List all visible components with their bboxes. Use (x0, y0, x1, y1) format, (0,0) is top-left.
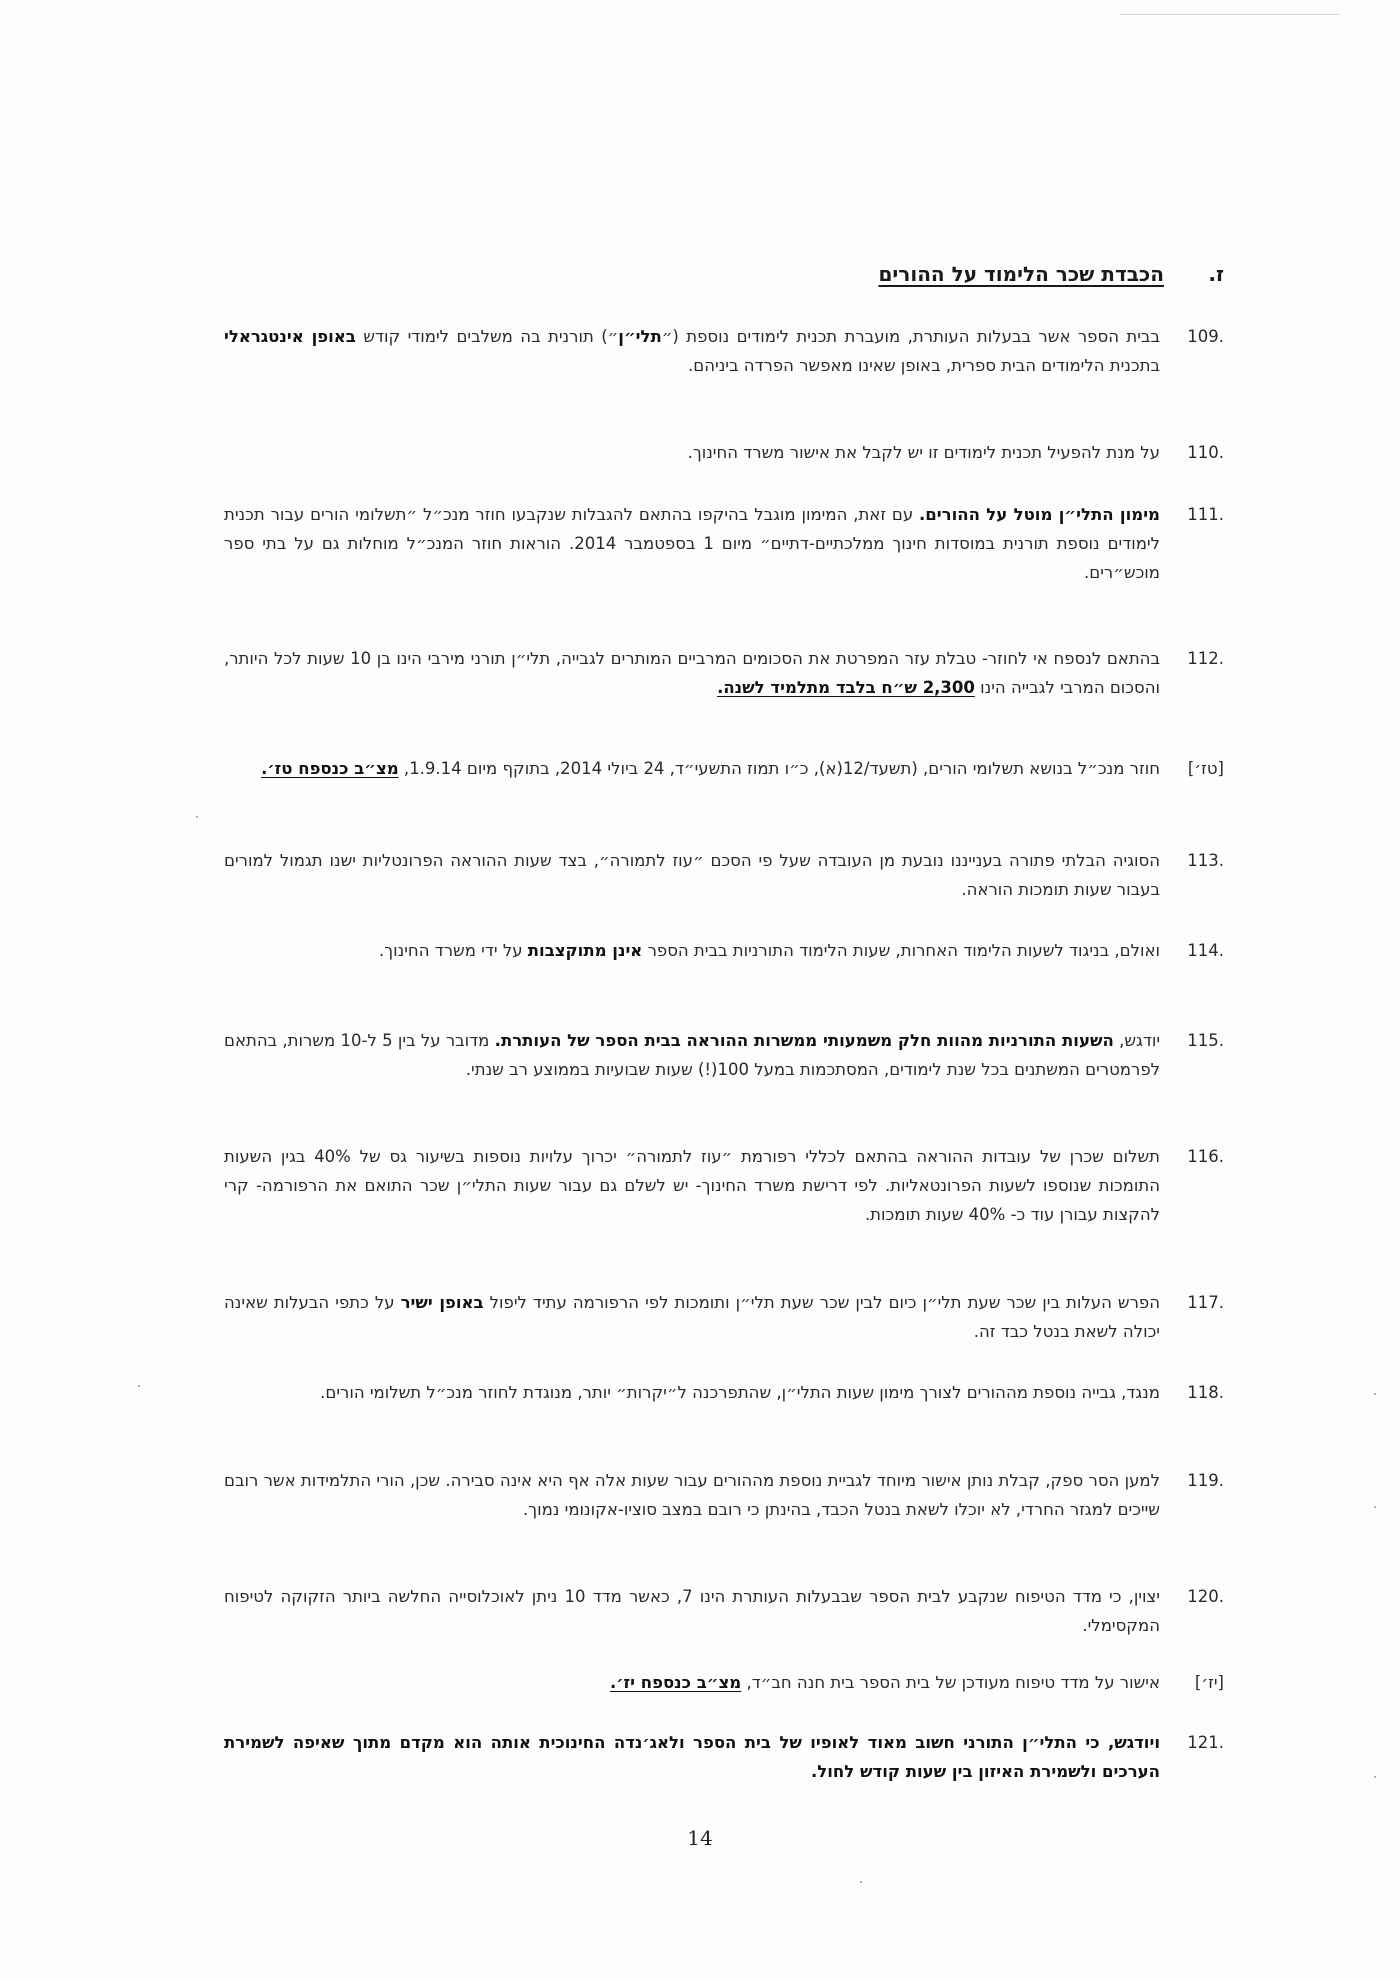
appendix-note-17 (224, 1668, 1224, 1697)
paragraph-112 (224, 644, 1224, 702)
paragraph-number: .116 (1187, 1147, 1224, 1166)
section-number: ז. (1208, 262, 1224, 286)
paragraph-text: יצוין, כי מדד הטיפוח שנקבע לבית הספר שבבעלות העותרת הינו 7, כאשר מדד 10 ניתן לאוכלוסייה החלשה ביותר הזקוקה לטיפוח המקסימלי. (224, 1587, 1160, 1635)
paragraph-text: חוזר מנכ״ל בנושא תשלומי הורים, (תשעד/12(א), כ״ו תמוז התשעי״ד, 24 ביולי 2014, בתוקף מיום 1.9.14, מצ״ב כנספח טז׳. (261, 759, 1160, 778)
paragraph-text: יודגש, השעות התורניות מהוות חלק משמעותי ממשרות ההוראה בבית הספר של העותרת. מדובר על בין 5 ל-10 משרות, בהתאם לפרמטרים המשתנים בכל שנת לימודים, המסתכמות במעל 100(!) שעות שבועיות בממוצע רב שנתי. (224, 1031, 1161, 1079)
paragraph-number: .109 (1187, 327, 1224, 346)
scan-speck (1374, 1776, 1376, 1778)
paragraph-116 (224, 1142, 1224, 1229)
paragraph-114 (224, 936, 1224, 965)
paragraph-111 (224, 500, 1224, 587)
paragraph-109 (224, 322, 1224, 380)
paragraph-number: .119 (1187, 1471, 1224, 1490)
paragraph-118 (224, 1378, 1224, 1407)
paragraph-number: .120 (1187, 1587, 1224, 1606)
paragraph-text: תשלום שכרן של עובדות ההוראה בהתאם לכללי רפורמת ״עוז לתמורה״ יכרוך עלויות נוספות בשיעור גס של 40% בגין השעות התומכות שנוספו לשעות הפרונטאליות. לפי דרישת משרד החינוך- יש לשלם גם עבור שעות התלי״ן שכר התואם את הרפורמה- קרי להקצות עבורן עוד כ- 40% שעות תומכות. (224, 1147, 1160, 1224)
paragraph-117 (224, 1288, 1224, 1346)
scan-speck (138, 1385, 140, 1387)
paragraph-text: בהתאם לנספח אי לחוזר- טבלת עזר המפרטת את הסכומים המרביים המותרים לגבייה, תלי״ן תורני מירבי הינו בן 10 שעות לכל היותר, והסכום המרבי לגבייה הינו 2,300 ש״ח בלבד מתלמיד לשנה. (224, 649, 1160, 697)
paragraph-110 (224, 438, 1224, 467)
paragraph-number: .118 (1187, 1383, 1224, 1402)
scan-artifact-line (1120, 14, 1340, 15)
paragraph-text: הסוגיה הבלתי פתורה בענייננו נובעת מן העובדה שעל פי הסכם ״עוז לתמורה״, בצד שעות ההוראה הפרונטליות ישנו תגמול למורים בעבור שעות תומכות הוראה. (224, 851, 1160, 899)
paragraph-113 (224, 846, 1224, 904)
paragraph-text: מנגד, גבייה נוספת מההורים לצורך מימון שעות התלי״ן, שהתפרכנה ל״יקרות״ יותר, מנוגדת לחוזר מנכ״ל תשלומי הורים. (320, 1383, 1160, 1402)
paragraph-number: .112 (1187, 649, 1224, 668)
section-heading (878, 262, 1224, 286)
appendix-label: [יז׳] (1194, 1673, 1224, 1692)
paragraph-text: הפרש העלות בין שכר שעת תלי״ן כיום לבין שכר שעת תלי״ן ותומכות לפי הרפורמה עתיד ליפול באופן ישיר על כתפי הבעלות שאינה יכולה לשאת בנטל כבד זה. (224, 1293, 1160, 1341)
scan-speck (196, 816, 198, 818)
scan-speck (1374, 1506, 1376, 1508)
paragraph-text: על מנת להפעיל תכנית לימודים זו יש לקבל את אישור משרד החינוך. (687, 443, 1160, 462)
paragraph-121 (224, 1728, 1224, 1786)
paragraph-number: .115 (1187, 1031, 1224, 1050)
paragraph-number: .117 (1187, 1293, 1224, 1312)
section-title: הכבדת שכר הלימוד על ההורים (878, 262, 1164, 286)
scan-speck (860, 1881, 862, 1883)
paragraph-text: בבית הספר אשר בבעלות העותרת, מועברת תכנית לימודים נוספת (״תלי״ן״) תורנית בה משלבים לימודי קודש באופן אינטגראלי בתכנית הלימודים הבית ספרית, באופן שאינו מאפשר הפרדה ביניהם. (224, 327, 1160, 375)
appendix-label: [טז׳] (1187, 759, 1224, 778)
page-number: 14 (687, 1826, 713, 1850)
paragraph-text: למען הסר ספק, קבלת נותן אישור מיוחד לגביית נוספת מההורים עבור שעות אלה אף היא אינה סבירה. שכן, הורי התלמידות אשר רובם שייכים למגזר החרדי, לא יוכלו לשאת בנטל הכבד, בהינתן כי רובם במצב סוציו-אקונומי נמוך. (224, 1471, 1160, 1519)
paragraph-number: .111 (1187, 505, 1224, 524)
paragraph-text: אישור על מדד טיפוח מעודכן של בית הספר בית חנה חב״ד, מצ״ב כנספח יז׳. (609, 1673, 1160, 1692)
paragraph-number: .121 (1187, 1733, 1224, 1752)
paragraph-115 (224, 1026, 1224, 1084)
paragraph-120 (224, 1582, 1224, 1640)
paragraph-text: ויודגש, כי התלי״ן התורני חשוב מאוד לאופיו של בית הספר ולאג׳נדה החינוכית אותה הוא מקדם מתוך שאיפה לשמירת הערכים ולשמירת האיזון בין שעות קודש לחול. (224, 1733, 1160, 1781)
paragraph-number: .113 (1187, 851, 1224, 870)
paragraph-text: מימון התלי״ן מוטל על ההורים. עם זאת, המימון מוגבל בהיקפו בהתאם להגבלות שנקבעו חוזר מנכ״ל ״תשלומי הורים עבור תכנית לימודים נוספת תורנית במוסדות חינוך ממלכתיים-דתיים״ מיום 1 בספטמבר 2014. הוראות חוזר המנכ״ל מוחלות גם על בתי ספר מוכש״רים. (224, 505, 1160, 582)
paragraph-number: .114 (1187, 941, 1224, 960)
appendix-note-16 (224, 754, 1224, 783)
paragraph-text: ואולם, בניגוד לשעות הלימוד האחרות, שעות הלימוד התורניות בבית הספר אינן מתוקצבות על ידי משרד החינוך. (379, 941, 1160, 960)
paragraph-119 (224, 1466, 1224, 1524)
scan-speck (1374, 1393, 1376, 1395)
paragraph-number: .110 (1187, 443, 1224, 462)
